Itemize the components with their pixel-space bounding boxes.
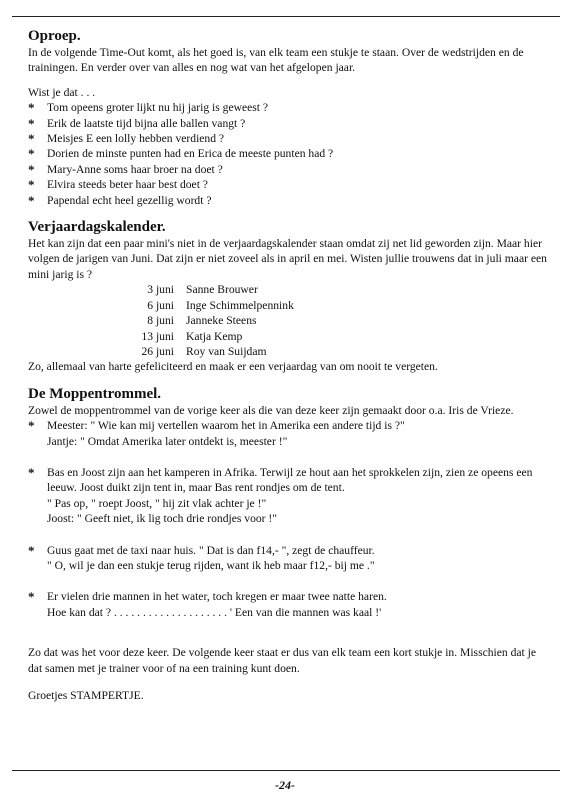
joke-line: " Pas op, " roept Joost, " hij zit vlak achter je !" <box>47 496 267 510</box>
list-item: * Papendal echt heel gezellig wordt ? <box>28 192 212 208</box>
table-row <box>108 344 294 359</box>
birthday-date: 26 juni <box>141 344 174 358</box>
list-item: * Tom opeens groter lijkt nu hij jarig is geweest ? <box>28 100 269 116</box>
bullet-star-icon: * <box>28 589 35 605</box>
birthday-date: 3 juni <box>147 283 174 297</box>
table-row <box>108 313 294 328</box>
heading-verjaardagskalender: Verjaardagskalender. <box>28 219 166 236</box>
bullet-star-icon: * <box>28 115 35 131</box>
bullet-star-icon: * <box>28 192 35 208</box>
joke-line: " O, wil je dan een stukje terug rijden, want ik heb maar f12,- bij me ." <box>47 558 375 572</box>
wist-je-dat-intro: Wist je dat . . . <box>28 85 96 99</box>
list-item: * Dorien de minste punten had en Erica de meeste punten had ? <box>28 146 334 162</box>
joke-line: Er vielen drie mannen in het water, toch kregen er maar twee natte haren. <box>47 590 387 604</box>
bullet-star-icon: * <box>28 146 35 162</box>
page-number: -24- <box>275 778 295 792</box>
closing-text: Zo dat was het voor deze keer. De volgende keer staat er dus van elk team een kort stukje in. Misschien dat je dat samen met je trainer voor of na een training kunt doen. <box>28 646 537 675</box>
bottom-rule <box>12 770 560 771</box>
list-item: * Mary-Anne soms haar broer na doet ? <box>28 161 223 177</box>
heading-moppentrommel: De Moppentrommel. <box>28 385 162 402</box>
joke-item <box>28 465 552 527</box>
oproep-text: In de volgende Time-Out komt, als het goed is, van elk team een stukje te staan. Over de wedstrijden en de trainingen. En verder over van alles en nog wat van het afgelopen jaar. <box>28 46 524 75</box>
birthday-date: 8 juni <box>147 314 174 328</box>
page-content <box>28 27 552 703</box>
birthday-date: 13 juni <box>141 329 174 343</box>
table-row <box>108 329 294 344</box>
moppen-intro: Zowel de moppentrommel van de vorige keer als die van deze keer zijn gemaakt door o.a. Iris de Vrieze. <box>28 403 514 417</box>
joke-item <box>28 418 552 449</box>
wist-je-dat-list <box>28 100 552 208</box>
birthday-name: Sanne Brouwer <box>186 283 258 297</box>
joke-line: Hoe kan dat ? . . . . . . . . . . . . . . . . . . . . ' Een van die mannen was kaal !' <box>47 605 382 619</box>
list-item: * Meisjes E een lolly hebben verdiend ? <box>28 131 225 147</box>
top-rule <box>12 16 560 17</box>
verjaardag-closing: Zo, allemaal van harte gefeliciteerd en maak er een verjaardag van om nooit te vergeten. <box>28 360 438 374</box>
bullet-star-icon: * <box>28 542 35 558</box>
joke-line: Bas en Joost zijn aan het kamperen in Afrika. Terwijl ze hout aan het sprokkelen zijn, zien ze opeens een leeuw. Joost duikt zijn tent in, maar Bas rent rondjes om de tent. <box>47 465 533 495</box>
section-oproep <box>28 27 552 208</box>
bullet-star-icon: * <box>28 464 35 480</box>
joke-line: Meester: " Wie kan mij vertellen waarom het in Amerika een andere tijd is ?" <box>47 419 405 433</box>
verjaardag-text: Het kan zijn dat een paar mini's niet in de verjaardagskalender staan omdat zij net lid geworden zijn. Maar hier volgen de jarigen van Juni. Dat zijn er niet zoveel als in april en mei. Wisten jullie trouwens dat in juli maar een mini jarig is ? <box>28 237 547 281</box>
list-item: * Erik de laatste tijd bijna alle ballen vangt ? <box>28 115 246 131</box>
birthday-name: Roy van Suijdam <box>186 344 267 358</box>
bullet-star-icon: * <box>28 100 35 116</box>
joke-item <box>28 589 552 620</box>
joke-line: Jantje: " Omdat Amerika later ontdekt is, meester !" <box>47 434 288 448</box>
birthday-table <box>108 282 294 359</box>
heading-oproep: Oproep. <box>28 28 81 44</box>
signoff: Groetjes STAMPERTJE. <box>28 689 144 702</box>
bullet-star-icon: * <box>28 161 35 177</box>
table-row <box>108 282 294 297</box>
bullet-star-icon: * <box>28 131 35 147</box>
joke-item <box>28 543 552 574</box>
bullet-star-icon: * <box>28 418 35 434</box>
list-item: * Elvira steeds beter haar best doet ? <box>28 177 208 193</box>
table-row <box>108 298 294 313</box>
bullet-star-icon: * <box>28 177 35 193</box>
section-moppentrommel <box>28 385 552 620</box>
joke-line: Guus gaat met de taxi naar huis. " Dat is dan f14,- ", zegt de chauffeur. <box>47 543 375 557</box>
section-verjaardagskalender <box>28 218 552 375</box>
joke-line: Joost: " Geeft niet, ik lig toch drie rondjes voor !" <box>47 512 278 526</box>
birthday-name: Katja Kemp <box>186 329 243 343</box>
birthday-name: Janneke Steens <box>186 314 257 328</box>
birthday-name: Inge Schimmelpennink <box>186 298 294 312</box>
birthday-date: 6 juni <box>147 298 174 312</box>
